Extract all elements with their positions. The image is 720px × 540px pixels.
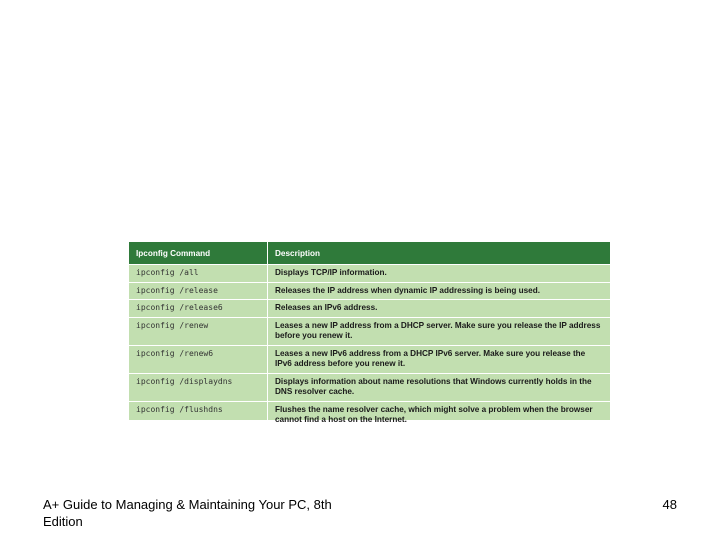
command-cell: ipconfig /all (129, 265, 268, 282)
command-cell: ipconfig /renew6 (129, 346, 268, 373)
description-cell: Leases a new IP address from a DHCP server. Make sure you release the IP address before you renew it. (275, 320, 601, 340)
table-row (129, 401, 610, 429)
command-cell: ipconfig /displaydns (129, 374, 268, 401)
description-cell: Displays information about name resolutions that Windows currently holds in the DNS resolver cache. (275, 376, 592, 396)
footer-book-title: A+ Guide to Managing & Maintaining Your PC, 8th Edition (43, 497, 332, 529)
table-row (129, 345, 610, 373)
description-cell: Releases the IP address when dynamic IP addressing is being used. (275, 285, 540, 295)
command-cell: ipconfig /renew (129, 318, 268, 345)
description-cell: Releases an IPv6 address. (275, 303, 378, 312)
table-row (129, 317, 610, 345)
description-cell: Displays TCP/IP information. (275, 268, 387, 277)
table-header-row (129, 242, 610, 264)
ipconfig-commands-table (129, 242, 610, 424)
description-cell: Flushes the name resolver cache, which might solve a problem when the browser cannot find a host on the Internet. (275, 404, 593, 424)
command-cell: ipconfig /release (129, 283, 268, 300)
table-row (129, 299, 610, 317)
command-cell: ipconfig /release6 (129, 300, 268, 317)
table-row (129, 264, 610, 282)
page-number: 48 (662, 497, 677, 512)
table-row (129, 282, 610, 300)
header-command: Ipconfig Command (129, 242, 268, 264)
table-row (129, 373, 610, 401)
header-description: Description (275, 248, 321, 258)
command-cell: ipconfig /flushdns (129, 402, 268, 429)
description-cell: Leases a new IPv6 address from a DHCP IPv6 server. Make sure you release the IPv6 address before you renew it. (275, 348, 586, 368)
